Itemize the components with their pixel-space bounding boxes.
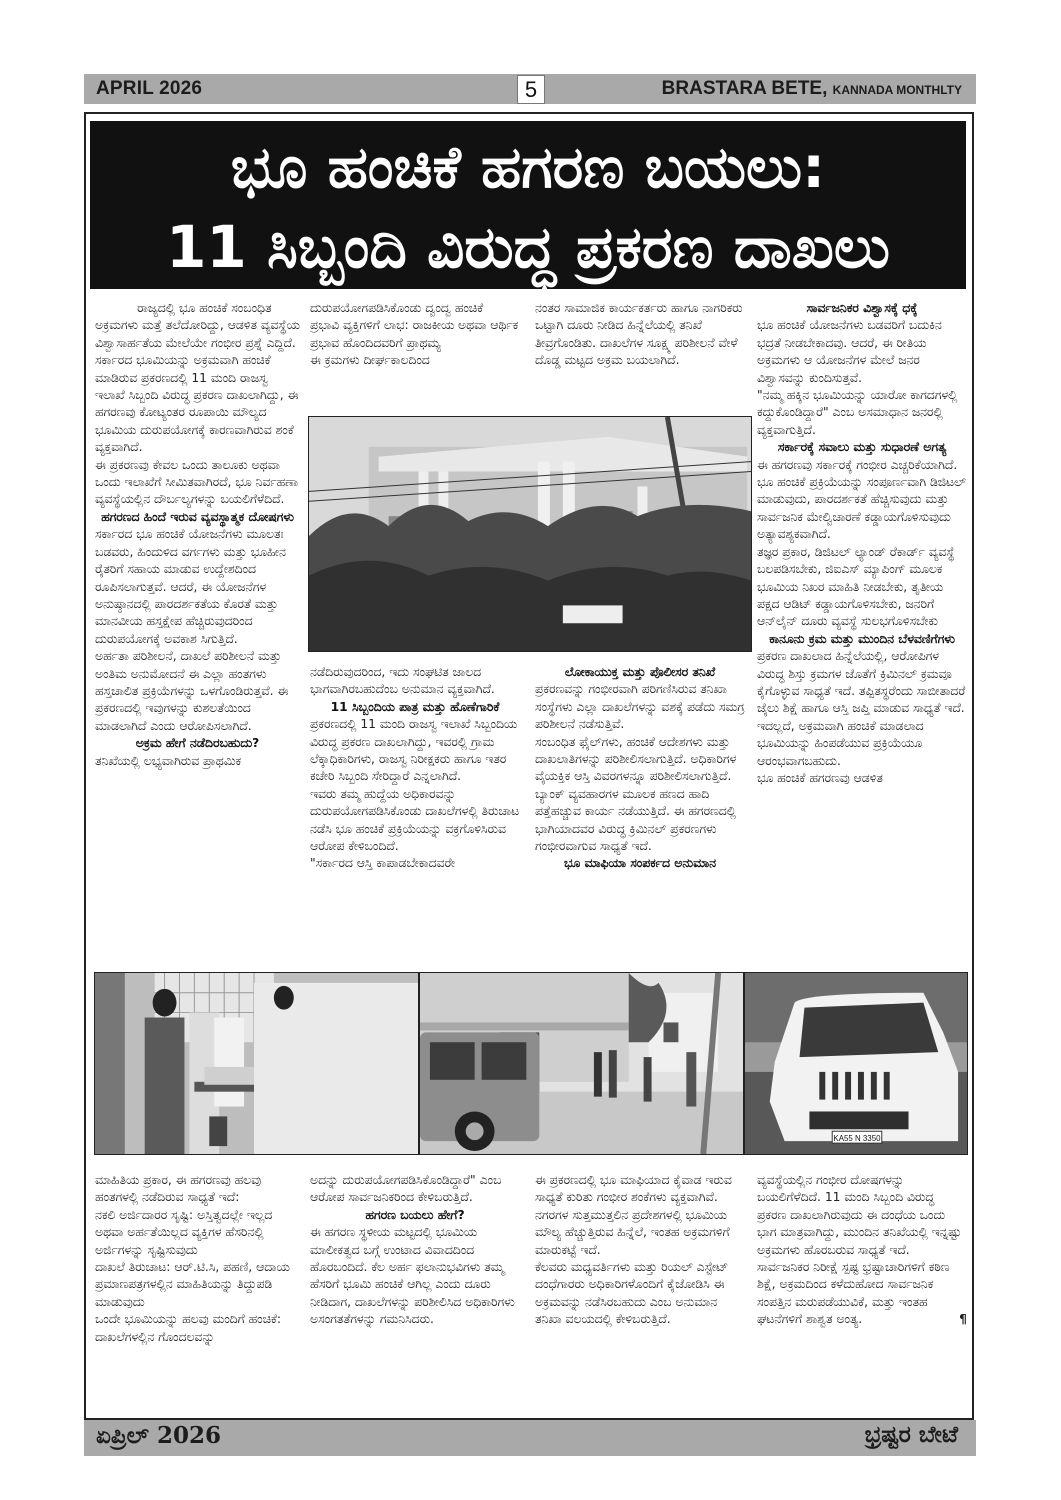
subheading: ಲೋಕಾಯುಕ್ತ ಮತ್ತು ಪೊಲೀಸರ ತನಿಖೆ xyxy=(564,665,716,679)
subheading: ಸರ್ಕಾರಕ್ಕೆ ಸವಾಲು ಮತ್ತು ಸುಧಾರಣೆ ಅಗತ್ಯ xyxy=(777,440,947,455)
column-4-top xyxy=(757,300,967,787)
paragraph: ಭೂ ಹಂಚಿಕೆ ಹಗರಣವು ಆಡಳಿತ xyxy=(757,770,883,785)
publication-title: BRASTARA BETE, xyxy=(661,78,828,99)
footer-date: ಏಪ್ರಿಲ್ 2026 xyxy=(96,1422,221,1449)
paragraph: ಒಂದೇ ಭೂಮಿಯನ್ನು ಹಲವು ಮಂದಿಗೆ ಹಂಚಿಕೆ: ದಾಖಲೆಗಳಲ್ಲಿನ ಗೊಂದಲವನ್ನು xyxy=(95,1312,282,1344)
column-1-bottom xyxy=(95,1172,300,1346)
paragraph: ನಂತರ ಸಾಮಾಜಿಕ ಕಾರ್ಯಕರ್ತರು ಹಾಗೂ ನಾಗರಿಕರು ಒಟ್ಟಾಗಿ ದೂರು ನೀಡಿದ ಹಿನ್ನೆಲೆಯಲ್ಲಿ ತನಿಖೆ ತೀವ್ರಗೊಂಡಿತು. ದಾಖಲೆಗಳ ಸೂಕ್ಷ್ಮ ಪರಿಶೀಲನೆ ವೇಳೆ ದೊಡ್ಡ ಮಟ್ಟದ ಅಕ್ರಮ ಬಯಲಾಗಿದೆ. xyxy=(535,301,743,368)
header-bar xyxy=(84,74,976,104)
paragraph: "ಸರ್ಕಾರದ ಆಸ್ತಿ ಕಾಪಾಡಬೇಕಾದವರೇ xyxy=(310,856,456,871)
paragraph: ಅರ್ಹತಾ ಪರಿಶೀಲನೆ, ದಾಖಲೆ ಪರಿಶೀಲನೆ ಮತ್ತು ಅಂತಿಮ ಅನುಮೋದನೆ ಈ ಎಲ್ಲಾ ಹಂತಗಳು ಹಸ್ತಚಾಲಿತ ಪ್ರಕ್ರಿಯೆಗಳನ್ನು ಒಳಗೊಂಡಿರುತ್ತವೆ. ಈ ಪ್ರಕರಣದಲ್ಲಿ ಇವುಗಳನ್ನು ಕುಶಲತೆಯಿಂದ ಮಾಡಲಾಗಿದೆ ಎಂದು ಆರೋಪಿಸಲಾಗಿದೆ. xyxy=(95,649,289,733)
photo-suv xyxy=(744,972,968,1155)
column-3-bottom xyxy=(535,1172,745,1329)
headline-line-2: 11 ಸಿಬ್ಬಂದಿ ವಿರುದ್ಧ ಪ್ರಕರಣ ದಾಖಲು xyxy=(166,213,890,281)
paragraph: ಸಾರ್ವಜನಿಕರ ನಿರೀಕ್ಷೆ ಸ್ಪಷ್ಟ ಭ್ರಷ್ಟಾಚಾರಿಗಳಿಗೆ ಕಠಿಣ ಶಿಕ್ಷೆ, ಅಕ್ರಮದಿಂದ ಕಳೆದುಹೋದ ಸಾರ್ವಜನಿಕ ಸಂಪತ್ತಿನ ಮರುಪಡೆಯುವಿಕೆ, ಮತ್ತು ಇಂತಹ ಘಟನೆಗಳಿಗೆ ಶಾಶ್ವತ ಅಂತ್ಯ. ¶ xyxy=(757,1259,967,1329)
photo-office-jeep xyxy=(419,972,744,1155)
suv-photo-image xyxy=(745,973,967,1154)
headline-banner xyxy=(90,121,966,289)
paragraph: ಪ್ರಭಾವಿ ವ್ಯಕ್ತಿಗಳಿಗೆ ಲಾಭ: ರಾಜಕೀಯ ಅಥವಾ ಆರ್ಥಿಕ ಪ್ರಭಾವ ಹೊಂದಿದವರಿಗೆ ಪ್ರಾಥಮ್ಯ xyxy=(310,318,519,350)
subheading: ಕಾನೂನು ಕ್ರಮ ಮತ್ತು ಮುಂದಿನ ಬೆಳವಣಿಗೆಗಳು xyxy=(769,631,955,646)
column-2-middle xyxy=(310,664,520,873)
subheading: ಭೂ ಮಾಫಿಯಾ ಸಂಪರ್ಕದ ಅನುಮಾನ xyxy=(564,856,716,871)
paragraph: ನಡೆದಿರುವುದರಿಂದ, ಇದು ಸಂಘಟಿತ ಜಾಲದ ಭಾಗವಾಗಿರಬಹುದೆಂಬ ಅನುಮಾನ ವ್ಯಕ್ತವಾಗಿದೆ. xyxy=(310,665,495,697)
subheading: ಹಗರಣದ ಹಿಂದೆ ಇರುವ ವ್ಯವಸ್ಥಾತ್ಮಕ ದೋಷಗಳು xyxy=(101,509,294,524)
photo-inspection xyxy=(94,972,419,1155)
paragraph: ಇವರು ತಮ್ಮ ಹುದ್ದೆಯ ಅಧಿಕಾರವನ್ನು ದುರುಪಯೋಗಪಡಿಸಿಕೊಂಡು ದಾಖಲೆಗಳಲ್ಲಿ ತಿರುಚಾಟ ನಡೆಸಿ ಭೂ ಹಂಚಿಕೆ ಪ್ರಕ್ರಿಯೆಯನ್ನು ವಕ್ರಗೊಳಿಸಿರುವ ಆರೋಪ ಕೇಳಿಬಂದಿದೆ. xyxy=(310,786,520,854)
paragraph: ದಾಖಲೆ ತಿರುಚಾಟ: ಆರ್.ಟಿ.ಸಿ, ಪಹಣಿ, ಆದಾಯ ಪ್ರಮಾಣಪತ್ರಗಳಲ್ಲಿನ ಮಾಹಿತಿಯನ್ನು ತಿದ್ದುಪಡಿ ಮಾಡುವುದು xyxy=(95,1260,290,1309)
paragraph: ದುರುಪಯೋಗಪಡಿಸಿಕೊಂಡು ದ್ವಂದ್ವ ಹಂಚಿಕೆ xyxy=(310,301,484,315)
paragraph: ತಜ್ಞರ ಪ್ರಕಾರ, ಡಿಜಿಟಲ್ ಲ್ಯಾಂಡ್ ರೆಕಾರ್ಡ್ ವ್ಯವಸ್ಥೆ ಬಲಪಡಿಸಬೇಕು, ಜಿಐಎಸ್ ಮ್ಯಾಪಿಂಗ್ ಮೂಲಕ ಭೂಮಿಯ ನಿಖರ ಮಾಹಿತಿ ನೀಡಬೇಕು, ತೃತೀಯ ಪಕ್ಷದ ಆಡಿಟ್ ಕಡ್ಡಾಯಗೊಳಿಸಬೇಕು, ಜನರಿಗೆ ಆನ್‌ಲೈನ್ ದೂರು ವ್ಯವಸ್ಥೆ ಸುಲಭಗೊಳಿಸಬೇಕು xyxy=(757,544,955,629)
footer-publication: ಭ್ರಷ್ಟರ ಬೇಟೆ xyxy=(864,1422,958,1448)
paragraph: "ನಮ್ಮ ಹಕ್ಕಿನ ಭೂಮಿಯನ್ನು ಯಾರೋ ಕಾಗದಗಳಲ್ಲಿ ಕದ್ದುಕೊಂಡಿದ್ದಾರೆ" ಎಂಬ ಅಸಮಾಧಾನ ಜನರಲ್ಲಿ ವ್ಯಕ್ತವಾಗುತ್ತಿದೆ. xyxy=(757,388,958,437)
building-photo-image xyxy=(309,417,751,651)
end-mark: ¶ xyxy=(959,1312,967,1327)
publication-subtitle: KANNADA MONTHLTY xyxy=(832,83,962,97)
publication-name xyxy=(662,78,962,100)
paragraph: ಸರ್ಕಾರದ ಭೂ ಹಂಚಿಕೆ ಯೋಜನೆಗಳು ಮೂಲತಃ ಬಡವರು, ಹಿಂದುಳಿದ ವರ್ಗಗಳು ಮತ್ತು ಭೂಹೀನ ರೈತರಿಗೆ ಸಹಾಯ ಮಾಡುವ ಉದ್ದೇಶದಿಂದ ರೂಪಿಸಲಾಗುತ್ತವೆ. ಆದರೆ, ಈ ಯೋಜನೆಗಳ ಅನುಷ್ಠಾನದಲ್ಲಿ ಪಾರದರ್ಶಕತೆಯ ಕೊರತೆ ಮತ್ತು ಮಾನವೀಯ ಹಸ್ತಕ್ಷೇಪ ಹೆಚ್ಚಿರುವುದರಿಂದ ದುರುಪಯೋಗಕ್ಕೆ ಅವಕಾಶ ಸಿಗುತ್ತಿದೆ. xyxy=(95,527,286,646)
paragraph: ಈ ಕ್ರಮಗಳು ದೀರ್ಘಕಾಲದಿಂದ xyxy=(310,353,430,368)
subheading: ಹಗರಣ ಬಯಲು ಹೇಗೆ? xyxy=(365,1207,465,1222)
subheading: 11 ಸಿಬ್ಬಂದಿಯ ಪಾತ್ರ ಮತ್ತು ಹೊಣೆಗಾರಿಕೆ xyxy=(330,699,500,714)
office-jeep-photo-image xyxy=(420,973,743,1154)
paragraph: ಇದಲ್ಲದೆ, ಅಕ್ರಮವಾಗಿ ಹಂಚಿಕೆ ಮಾಡಲಾದ ಭೂಮಿಯನ್ನು ಹಿಂಪಡೆಯುವ ಪ್ರಕ್ರಿಯೆಯೂ ಆರಂಭವಾಗಬಹುದು. xyxy=(757,718,924,768)
paragraph: ಪ್ರಕರಣವನ್ನು ಗಂಭೀರವಾಗಿ ಪರಿಗಣಿಸಿರುವ ತನಿಖಾ ಸಂಸ್ಥೆಗಳು ಎಲ್ಲಾ ದಾಖಲೆಗಳನ್ನು ವಶಕ್ಕೆ ಪಡೆದು ಸಮಗ್ರ ಪರಿಶೀಲನೆ ನಡೆಸುತ್ತಿವೆ. xyxy=(535,682,745,732)
paragraph: ಭೂ ಹಂಚಿಕೆ ಯೋಜನೆಗಳು ಬಡವರಿಗೆ ಬದುಕಿನ ಭದ್ರತೆ ನೀಡಬೇಕಾದವು. ಆದರೆ, ಈ ರೀತಿಯ ಅಕ್ರಮಗಳು ಆ ಯೋಜನೆಗಳ ಮೇಲೆ ಜನರ ವಿಶ್ವಾಸವನ್ನು ಕುಂದಿಸುತ್ತವೆ. xyxy=(757,318,942,385)
paragraph: ಈ ಪ್ರಕರಣದಲ್ಲಿ ಭೂ ಮಾಫಿಯಾದ ಕೈವಾಡ ಇರುವ ಸಾಧ್ಯತೆ ಕುರಿತು ಗಂಭೀರ ಶಂಕೆಗಳು ವ್ಯಕ್ತವಾಗಿವೆ. ನಗರಗಳ ಸುತ್ತಮುತ್ತಲಿನ ಪ್ರದೇಶಗಳಲ್ಲಿ ಭೂಮಿಯ ಮೌಲ್ಯ ಹೆಚ್ಚುತ್ತಿರುವ ಹಿನ್ನೆಲೆ, ಇಂತಹ ಅಕ್ರಮಗಳಿಗೆ ಮಾರುಕಟ್ಟೆ ಇದೆ. xyxy=(535,1173,732,1257)
paragraph: ಪ್ರಕರಣದಲ್ಲಿ 11 ಮಂದಿ ರಾಜಸ್ವ ಇಲಾಖೆ ಸಿಬ್ಬಂದಿಯ ವಿರುದ್ಧ ಪ್ರಕರಣ ದಾಖಲಾಗಿದ್ದು, ಇವರಲ್ಲಿ ಗ್ರಾಮ ಲೆಕ್ಕಾಧಿಕಾರಿಗಳು, ರಾಜಸ್ವ ನಿರೀಕ್ಷಕರು ಹಾಗೂ ಇತರ ಕಚೇರಿ ಸಿಬ್ಬಂದಿ ಸೇರಿದ್ದಾರೆ ಎನ್ನಲಾಗಿದೆ. xyxy=(310,717,518,784)
subheading: ಅಕ್ರಮ ಹೇಗೆ ನಡೆದಿರಬಹುದು? xyxy=(135,736,260,751)
column-3-middle xyxy=(535,664,745,873)
paragraph: ತನಿಖೆಯಲ್ಲಿ ಲಭ್ಯವಾಗಿರುವ ಪ್ರಾಥಮಿಕ xyxy=(95,753,242,768)
paragraph: ಸಂಬಂಧಿತ ಫೈಲ್‌ಗಳು, ಹಂಚಿಕೆ ಆದೇಶಗಳು ಮತ್ತು ದಾಖಲಾತಿಗಳನ್ನು ಪರಿಶೀಲಿಸಲಾಗುತ್ತಿದೆ. ಅಧಿಕಾರಿಗಳ ವೈಯಕ್ತಿಕ ಆಸ್ತಿ ವಿವರಗಳನ್ನೂ ಪರಿಶೀಲಿಸಲಾಗುತ್ತಿದೆ. ಬ್ಯಾಂಕ್ ವ್ಯವಹಾರಗಳ ಮೂಲಕ ಹಣದ ಹಾದಿ ಪತ್ತೆಹಚ್ಚುವ ಕಾರ್ಯ ನಡೆಯುತ್ತಿದೆ. ಈ ಹಗರಣದಲ್ಲಿ ಭಾಗಿಯಾದವರ ವಿರುದ್ಧ ಕ್ರಿಮಿನಲ್ ಪ್ರಕರಣಗಳು ಗಂಭೀರವಾಗುವ ಸಾಧ್ಯತೆ ಇದೆ. xyxy=(535,734,737,854)
headline-line-1: ಭೂ ಹಂಚಿಕೆ ಹಗರಣ ಬಯಲು: xyxy=(230,133,826,201)
paragraph: ನಕಲಿ ಅರ್ಜಿದಾರರ ಸೃಷ್ಟಿ: ಅಸ್ತಿತ್ವದಲ್ಲೇ ಇಲ್ಲದ ಅಥವಾ ಅರ್ಹತೆಯಿಲ್ಲದ ವ್ಯಕ್ತಿಗಳ ಹೆಸರಿನಲ್ಲಿ ಅರ್ಜಿಗಳನ್ನು ಸೃಷ್ಟಿಸುವುದು xyxy=(95,1207,273,1257)
paragraph: ಮಾಹಿತಿಯ ಪ್ರಕಾರ, ಈ ಹಗರಣವು ಹಲವು ಹಂತಗಳಲ್ಲಿ ನಡೆದಿರುವ ಸಾಧ್ಯತೆ ಇದೆ: xyxy=(95,1173,262,1205)
building-photo xyxy=(308,416,752,652)
paragraph: ಕೆಲವರು ಮಧ್ಯವರ್ತಿಗಳು ಮತ್ತು ರಿಯಲ್ ಎಸ್ಟೇಟ್ ದಂಧೆಗಾರರು ಅಧಿಕಾರಿಗಳೊಂದಿಗೆ ಕೈಜೋಡಿಸಿ ಈ ಅಕ್ರಮವನ್ನು ನಡೆಸಿರಬಹುದು ಎಂಬ ಅನುಮಾನ ತನಿಖಾ ವಲಯದಲ್ಲಿ ಕೇಳಿಬರುತ್ತಿದೆ. xyxy=(535,1260,729,1327)
paragraph: ಈ ಹಗರಣ ಸ್ಥಳೀಯ ಮಟ್ಟದಲ್ಲಿ ಭೂಮಿಯ ಮಾಲೀಕತ್ವದ ಬಗ್ಗೆ ಉಂಟಾದ ವಿವಾದದಿಂದ ಹೊರಬಂದಿದೆ. ಕೆಲ ಅರ್ಹ ಫಲಾನುಭವಿಗಳು ತಮ್ಮ ಹೆಸರಿಗೆ ಭೂಮಿ ಹಂಚಿಕೆ ಆಗಿಲ್ಲ ಎಂದು ದೂರು ನೀಡಿದಾಗ, ದಾಖಲೆಗಳನ್ನು ಪರಿಶೀಲಿಸಿದ ಅಧಿಕಾರಿಗಳು ಅಸಂಗತತೆಗಳನ್ನು ಗಮನಿಸಿದರು. xyxy=(310,1225,515,1327)
column-2-top xyxy=(310,300,520,370)
page-number: 5 xyxy=(517,75,545,104)
column-1-top xyxy=(95,300,300,770)
paragraph: ಈ ಹಗರಣವು ಸರ್ಕಾರಕ್ಕೆ ಗಂಭೀರ ಎಚ್ಚರಿಕೆಯಾಗಿದೆ. ಭೂ ಹಂಚಿಕೆ ಪ್ರಕ್ರಿಯೆಯನ್ನು ಸಂಪೂರ್ಣವಾಗಿ ಡಿಜಿಟಲ್ ಮಾಡುವುದು, ಪಾರದರ್ಶಕತೆ ಹೆಚ್ಚಿಸುವುದು ಮತ್ತು ಸಾರ್ವಜನಿಕ ಮೇಲ್ವಿಚಾರಣೆ ಕಡ್ಡಾಯಗೊಳಿಸುವುದು ಅತ್ಯಾವಶ್ಯಕವಾಗಿದೆ. xyxy=(757,457,966,542)
paragraph: ಈ ಪ್ರಕರಣವು ಕೇವಲ ಒಂದು ತಾಲೂಕು ಅಥವಾ ಒಂದು ಇಲಾಖೆಗೆ ಸೀಮಿತವಾಗಿರದೆ, ಭೂ ನಿರ್ವಹಣಾ ವ್ಯವಸ್ಥೆಯಲ್ಲಿನ ದೌರ್ಬಲ್ಯಗಳನ್ನು ಬಯಲಿಗೆಳೆದಿದೆ. xyxy=(95,457,298,507)
paragraph: ಅದನ್ನು ದುರುಪಯೋಗಪಡಿಸಿಕೊಂಡಿದ್ದಾರೆ" ಎಂಬ ಆರೋಪ ಸಾರ್ವಜನಿಕರಿಂದ ಕೇಳಿಬರುತ್ತಿದೆ. xyxy=(310,1173,502,1205)
column-4-bottom xyxy=(757,1172,967,1329)
paragraph: ಪ್ರಕರಣ ದಾಖಲಾದ ಹಿನ್ನೆಲೆಯಲ್ಲಿ, ಆರೋಪಿಗಳ ವಿರುದ್ಧ ಶಿಸ್ತು ಕ್ರಮಗಳ ಜೊತೆಗೆ ಕ್ರಿಮಿನಲ್ ಕ್ರಮವೂ ಕೈಗೊಳ್ಳುವ ಸಾಧ್ಯತೆ ಇದೆ. ತಪ್ಪಿತಸ್ಥರೆಂದು ಸಾಬೀತಾದರೆ ಜೈಲು ಶಿಕ್ಷೆ ಹಾಗೂ ಆಸ್ತಿ ಜಪ್ತಿ ಮಾಡುವ ಸಾಧ್ಯತೆ ಇದೆ. xyxy=(757,649,966,716)
column-3-top xyxy=(535,300,745,370)
issue-date: APRIL 2026 xyxy=(96,78,203,99)
paragraph: ರಾಜ್ಯದಲ್ಲಿ ಭೂ ಹಂಚಿಕೆ ಸಂಬಂಧಿತ ಅಕ್ರಮಗಳು ಮತ್ತೆ ತಲೆದೋರಿದ್ದು, ಆಡಳಿತ ವ್ಯವಸ್ಥೆಯ ವಿಶ್ವಾಸಾರ್ಹತೆಯ ಮೇಲೆಯೇ ಗಂಭೀರ ಪ್ರಶ್ನೆ ಎದ್ದಿದೆ. ಸರ್ಕಾರದ ಭೂಮಿಯನ್ನು ಅಕ್ರಮವಾಗಿ ಹಂಚಿಕೆ ಮಾಡಿರುವ ಪ್ರಕರಣದಲ್ಲಿ 11 ಮಂದಿ ರಾಜಸ್ವ ಇಲಾಖೆ ಸಿಬ್ಬಂದಿ ವಿರುದ್ಧ ಪ್ರಕರಣ ದಾಖಲಾಗಿದ್ದು, ಈ ಹಗರಣವು ಕೋಟ್ಯಂತರ ರೂಪಾಯಿ ಮೌಲ್ಯದ ಭೂಮಿಯ ದುರುಪಯೋಗಕ್ಕೆ ಕಾರಣವಾಗಿರುವ ಶಂಕೆ ವ್ಯಕ್ತವಾಗಿದೆ. xyxy=(95,301,300,455)
license-plate-text: KA55 N 3350 xyxy=(833,1134,881,1144)
paragraph: ವ್ಯವಸ್ಥೆಯಲ್ಲಿನ ಗಂಭೀರ ದೋಷಗಳನ್ನು ಬಯಲಿಗೆಳೆದಿದೆ. 11 ಮಂದಿ ಸಿಬ್ಬಂದಿ ವಿರುದ್ಧ ಪ್ರಕರಣ ದಾಖಲಾಗಿರುವುದು ಈ ದಂಧೆಯ ಒಂದು ಭಾಗ ಮಾತ್ರವಾಗಿದ್ದು, ಮುಂದಿನ ತನಿಖೆಯಲ್ಲಿ ಇನ್ನಷ್ಟು ಅಕ್ರಮಗಳು ಹೊರಬರುವ ಸಾಧ್ಯತೆ ಇದೆ. xyxy=(757,1173,962,1257)
footer-bar xyxy=(84,1420,976,1456)
inspection-photo-image xyxy=(95,973,418,1154)
subheading: ಸಾರ್ವಜನಿಕರ ವಿಶ್ವಾಸಕ್ಕೆ ಧಕ್ಕೆ xyxy=(806,301,918,315)
column-2-bottom xyxy=(310,1172,520,1329)
